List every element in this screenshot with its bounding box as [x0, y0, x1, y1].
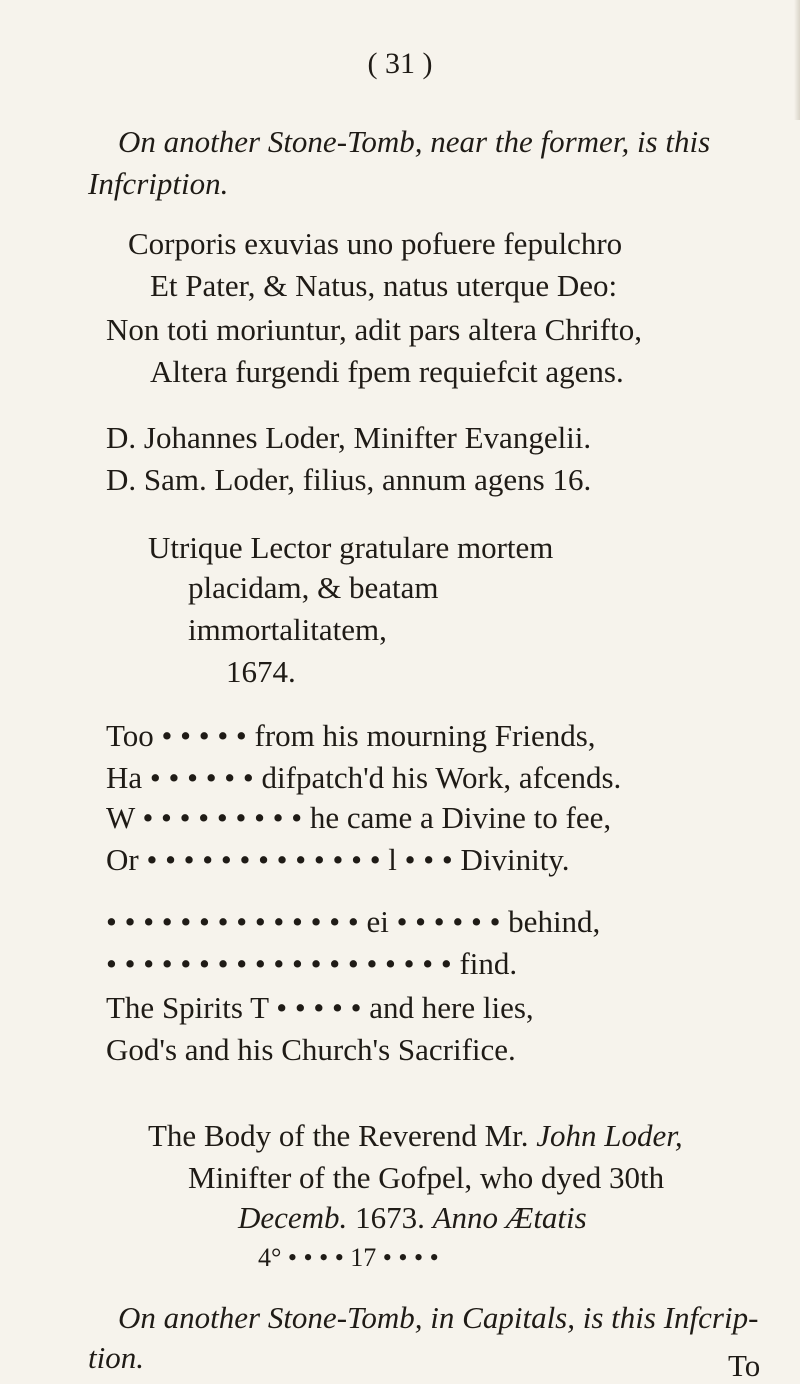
- body-note-line-1: [148, 1118, 683, 1154]
- body-note-name: John Loder,: [536, 1118, 683, 1153]
- body-note-year: 1673.: [355, 1200, 425, 1235]
- verse-line-1: Corporis exuvias uno pofuere fepulchro: [128, 226, 623, 261]
- body-note-anno: Anno Ætatis: [432, 1200, 587, 1235]
- heading-line-1: On another Stone-Tomb, near the former, is this: [118, 124, 711, 159]
- name-line-2: D. Sam. Loder, filius, annum agens 16.: [106, 462, 592, 497]
- english-verse-line-6: • • • • • • • • • • • • • • • • • • • find.: [106, 946, 518, 981]
- body-note-line-3: [238, 1200, 587, 1236]
- english-verse-line-7: The Spirits T • • • • • and here lies,: [106, 990, 534, 1025]
- verse-line-4: Altera furgendi fpem requiefcit agens.: [150, 354, 624, 389]
- verse-line-3: Non toti moriuntur, adit pars altera Chrifto,: [106, 312, 642, 347]
- name-line-1: D. Johannes Loder, Minifter Evangelii.: [106, 420, 592, 455]
- english-verse-line-4: Or • • • • • • • • • • • • • l • • • Divinity.: [106, 842, 570, 877]
- english-verse-line-1: Too • • • • • from his mourning Friends,: [106, 718, 596, 753]
- latin-close-line-3: immortalitatem,: [188, 612, 387, 647]
- body-note-line-4: 4° • • • • 17 • • • •: [258, 1243, 439, 1272]
- latin-close-line-1: Utrique Lector gratulare mortem: [148, 530, 554, 565]
- body-note-line-2: Minifter of the Gofpel, who dyed 30th: [188, 1160, 665, 1195]
- catchword: To: [728, 1348, 761, 1383]
- english-verse-line-2: Ha • • • • • • difpatch'd his Work, afcends.: [106, 760, 622, 795]
- body-note-date: Decemb.: [238, 1200, 348, 1235]
- latin-close-line-2: placidam, & beatam: [188, 570, 439, 605]
- english-verse-line-3: W • • • • • • • • • he came a Divine to fee,: [106, 800, 612, 835]
- heading2-line-1: On another Stone-Tomb, in Capitals, is this Infcrip-: [118, 1300, 759, 1335]
- verse-line-2: Et Pater, & Natus, natus uterque Deo:: [150, 268, 618, 303]
- english-verse-line-8: God's and his Church's Sacrifice.: [106, 1032, 516, 1067]
- body-note-prefix: The Body of the Reverend Mr.: [148, 1118, 529, 1153]
- heading-line-2: Infcription.: [88, 166, 229, 201]
- latin-close-year: 1674.: [226, 654, 296, 689]
- heading2-line-2: tion.: [88, 1340, 144, 1375]
- english-verse-line-5: • • • • • • • • • • • • • • ei • • • • • • behind,: [106, 904, 601, 939]
- page-number: ( 31 ): [367, 47, 433, 80]
